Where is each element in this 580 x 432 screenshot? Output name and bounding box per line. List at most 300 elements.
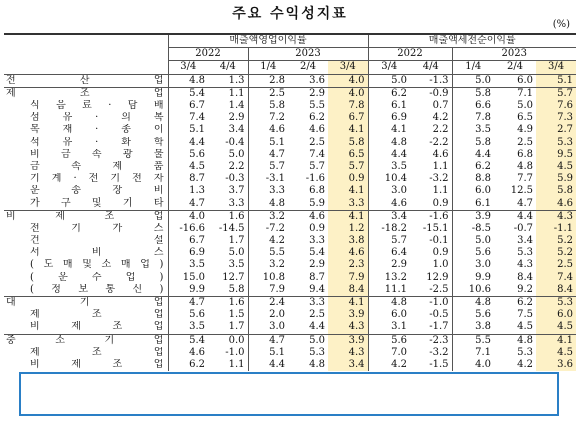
value-cell: 8.4 bbox=[517, 271, 533, 283]
value-cell: -2.5 bbox=[429, 283, 449, 295]
value-cell: 3.0 bbox=[248, 321, 288, 334]
row-label-text: 운 송 장 비 bbox=[30, 185, 164, 197]
value-cell: 5.4 bbox=[309, 247, 325, 259]
row-label bbox=[4, 87, 168, 100]
profitability-table bbox=[4, 33, 576, 371]
value-cell: -1.6 bbox=[429, 210, 449, 222]
value-cell: 5.1 bbox=[248, 137, 288, 149]
row-label-text: 전 기 가 스 bbox=[30, 222, 164, 234]
row-label-text: ( 도 매 및 소 매 업 ) bbox=[30, 259, 164, 271]
table-row bbox=[4, 347, 576, 359]
value-cell: 12.5 bbox=[510, 185, 533, 197]
value-cell: -0.4 bbox=[225, 136, 245, 148]
quarter-header: 2/4 bbox=[299, 61, 317, 73]
value-cell: 7.8 bbox=[452, 112, 494, 124]
table-row bbox=[4, 137, 576, 149]
value-cell: 3.9 bbox=[328, 334, 368, 347]
value-cell: 2.5 bbox=[309, 309, 325, 321]
value-cell: 2.5 bbox=[517, 136, 533, 148]
value-cell: 15.0 bbox=[168, 272, 208, 284]
value-cell: 9.4 bbox=[309, 283, 325, 295]
value-cell: 6.0 bbox=[452, 185, 494, 197]
quarter-header: 3/4 bbox=[328, 61, 368, 74]
value-cell: 1.7 bbox=[228, 235, 245, 247]
value-cell: 6.5 bbox=[517, 112, 533, 124]
value-cell: 9.5 bbox=[536, 149, 576, 161]
value-cell: 3.3 bbox=[309, 235, 325, 247]
value-cell: 4.7 bbox=[248, 149, 288, 161]
value-cell: 4.2 bbox=[368, 359, 410, 371]
value-cell: 8.8 bbox=[452, 173, 494, 185]
row-label bbox=[4, 137, 168, 149]
unit-label: (%) bbox=[552, 19, 570, 30]
value-cell: 7.4 bbox=[309, 148, 325, 160]
quarter-header: 4/4 bbox=[219, 61, 236, 73]
row-label bbox=[4, 210, 168, 223]
value-cell: 1.3 bbox=[168, 185, 208, 197]
value-cell: -1.3 bbox=[429, 74, 449, 86]
value-cell: 9.9 bbox=[452, 272, 494, 284]
row-label-text: 석 유 · 화 학 bbox=[30, 136, 164, 148]
value-cell: 4.5 bbox=[168, 161, 208, 173]
value-cell: -2.2 bbox=[429, 136, 449, 148]
value-cell: 4.1 bbox=[536, 334, 576, 347]
value-cell: 7.3 bbox=[536, 112, 576, 124]
row-label-text: 기 계 · 전 기 전 자 bbox=[30, 173, 164, 185]
value-cell: 4.4 bbox=[368, 149, 410, 161]
value-cell: 5.6 bbox=[168, 309, 208, 321]
table-row bbox=[4, 112, 576, 124]
value-cell: 4.5 bbox=[536, 161, 576, 173]
value-cell: 4.3 bbox=[517, 259, 533, 271]
value-cell: 3.3 bbox=[328, 197, 368, 210]
value-cell: 7.5 bbox=[517, 309, 533, 321]
table-row bbox=[4, 74, 576, 87]
row-label-text: 섬 유 · 의 복 bbox=[30, 112, 164, 124]
value-cell: -1.1 bbox=[536, 223, 576, 235]
value-cell: 5.9 bbox=[536, 173, 576, 185]
value-cell: 6.4 bbox=[368, 247, 410, 259]
value-cell: 5.0 bbox=[228, 148, 245, 160]
value-cell: 7.1 bbox=[452, 347, 494, 359]
value-cell: 4.4 bbox=[168, 137, 208, 149]
value-cell: 3.1 bbox=[368, 321, 410, 334]
value-cell: 7.9 bbox=[248, 284, 288, 297]
value-cell: 6.0 bbox=[368, 309, 410, 321]
value-cell: -3.2 bbox=[429, 173, 449, 185]
value-cell: 5.6 bbox=[452, 309, 494, 321]
row-label-text: 건 설 bbox=[30, 235, 164, 247]
value-cell: 5.7 bbox=[328, 161, 368, 173]
value-cell: 5.3 bbox=[309, 346, 325, 358]
row-label bbox=[4, 259, 168, 271]
quarter-header: 1/4 bbox=[452, 61, 494, 74]
value-cell: 2.3 bbox=[328, 259, 368, 271]
row-label bbox=[4, 149, 168, 161]
value-cell: 4.4 bbox=[309, 321, 325, 333]
value-cell: -0.1 bbox=[429, 235, 449, 247]
value-cell: -18.2 bbox=[368, 223, 410, 235]
row-label-text: 전 산 업 bbox=[6, 74, 164, 86]
row-label bbox=[4, 309, 168, 321]
value-cell: 6.2 bbox=[368, 87, 410, 100]
value-cell: 3.4 bbox=[228, 124, 245, 136]
value-cell: 6.8 bbox=[517, 148, 533, 160]
row-label bbox=[4, 112, 168, 124]
value-cell: 2.9 bbox=[309, 87, 325, 99]
value-cell: 2.2 bbox=[432, 124, 449, 136]
row-label-text: 비 제 조 업 bbox=[6, 210, 164, 222]
row-label-text: 가 구 및 기 타 bbox=[30, 197, 164, 209]
value-cell: 4.6 bbox=[248, 124, 288, 136]
value-cell: -2.3 bbox=[429, 334, 449, 346]
value-cell: 1.3 bbox=[228, 74, 245, 86]
row-label bbox=[4, 185, 168, 197]
value-cell: 4.5 bbox=[536, 347, 576, 359]
value-cell: 3.9 bbox=[328, 309, 368, 321]
table-row bbox=[4, 247, 576, 259]
value-cell: 2.9 bbox=[309, 259, 325, 271]
row-label-text: 비 금 속 광 물 bbox=[30, 148, 164, 160]
value-cell: 4.0 bbox=[452, 359, 494, 371]
value-cell: 5.3 bbox=[536, 137, 576, 149]
table-row bbox=[4, 210, 576, 223]
value-cell: 4.3 bbox=[328, 347, 368, 359]
value-cell: -0.7 bbox=[513, 222, 533, 234]
value-cell: 1.4 bbox=[228, 100, 245, 112]
value-cell: 10.6 bbox=[452, 284, 494, 297]
value-cell: 6.7 bbox=[168, 235, 208, 247]
value-cell: 7.0 bbox=[368, 347, 410, 359]
value-cell: 5.2 bbox=[536, 247, 576, 259]
value-cell: 4.1 bbox=[328, 124, 368, 136]
table-row bbox=[4, 272, 576, 284]
value-cell: 4.5 bbox=[517, 321, 533, 333]
value-cell: 6.9 bbox=[168, 247, 208, 259]
row-label bbox=[4, 321, 168, 334]
sme-highlight-box bbox=[19, 372, 559, 416]
value-cell: 7.7 bbox=[517, 173, 533, 185]
value-cell: 4.6 bbox=[168, 347, 208, 359]
value-cell: 2.5 bbox=[248, 87, 288, 100]
header-corner bbox=[4, 34, 168, 48]
value-cell: 5.4 bbox=[168, 334, 208, 347]
value-cell: 1.1 bbox=[228, 358, 245, 370]
value-cell: 4.4 bbox=[452, 149, 494, 161]
value-cell: 5.8 bbox=[328, 137, 368, 149]
value-cell: 1.1 bbox=[432, 185, 449, 197]
value-cell: 4.6 bbox=[309, 124, 325, 136]
value-cell: 8.7 bbox=[168, 173, 208, 185]
value-cell: 4.6 bbox=[368, 197, 410, 210]
value-cell: 12.7 bbox=[222, 271, 245, 283]
table-row bbox=[4, 359, 576, 371]
value-cell: 5.1 bbox=[248, 347, 288, 359]
value-cell: 5.5 bbox=[452, 334, 494, 347]
value-cell: 1.6 bbox=[228, 297, 245, 309]
value-cell: 3.8 bbox=[452, 321, 494, 334]
row-label bbox=[4, 173, 168, 185]
value-cell: 3.4 bbox=[368, 210, 410, 223]
year-header: 2022 bbox=[168, 48, 248, 61]
value-cell: 5.6 bbox=[452, 247, 494, 259]
value-cell: 3.3 bbox=[248, 185, 288, 197]
value-cell: 4.8 bbox=[452, 296, 494, 309]
value-cell: -1.0 bbox=[225, 346, 245, 358]
value-cell: 5.7 bbox=[309, 160, 325, 172]
value-cell: 0.9 bbox=[432, 247, 449, 259]
value-cell: 2.8 bbox=[248, 74, 288, 87]
value-cell: 9.2 bbox=[517, 283, 533, 295]
table-row bbox=[4, 149, 576, 161]
value-cell: 6.2 bbox=[452, 161, 494, 173]
table-row bbox=[4, 185, 576, 197]
row-label-text: ( 정 보 통 신 ) bbox=[30, 283, 164, 295]
value-cell: -0.9 bbox=[429, 87, 449, 99]
value-cell: 3.5 bbox=[368, 161, 410, 173]
value-cell: 4.7 bbox=[248, 334, 288, 347]
value-cell: 7.1 bbox=[517, 87, 533, 99]
value-cell: 5.5 bbox=[248, 247, 288, 259]
value-cell: 4.8 bbox=[517, 334, 533, 346]
row-label-text: 서 비 스 bbox=[30, 247, 164, 259]
value-cell: 2.5 bbox=[309, 136, 325, 148]
value-cell: 5.6 bbox=[168, 149, 208, 161]
value-cell: 3.5 bbox=[228, 259, 245, 271]
value-cell: -3.1 bbox=[248, 173, 288, 185]
value-cell: 7.4 bbox=[536, 272, 576, 284]
value-cell: 1.6 bbox=[228, 210, 245, 222]
row-label-text: 중 소 기 업 bbox=[6, 334, 164, 346]
row-label-text: 제 조 업 bbox=[30, 346, 164, 358]
value-cell: 6.2 bbox=[517, 297, 533, 309]
row-label-text: 목 재 · 종 이 bbox=[30, 124, 164, 136]
value-cell: 1.5 bbox=[228, 309, 245, 321]
value-cell: 5.8 bbox=[248, 100, 288, 112]
value-cell: 4.8 bbox=[309, 358, 325, 370]
group-header-pretax: 매출액세전순이익률 bbox=[368, 34, 576, 48]
value-cell: 5.9 bbox=[309, 197, 325, 209]
row-label bbox=[4, 223, 168, 235]
value-cell: 5.6 bbox=[368, 334, 410, 347]
value-cell: 2.0 bbox=[248, 309, 288, 321]
value-cell: 5.1 bbox=[536, 74, 576, 87]
value-cell: 0.9 bbox=[432, 197, 449, 209]
quarter-header: 4/4 bbox=[422, 61, 439, 73]
value-cell: -1.7 bbox=[429, 321, 449, 333]
row-label bbox=[4, 359, 168, 371]
value-cell: -1.0 bbox=[429, 297, 449, 309]
value-cell: 4.4 bbox=[248, 359, 288, 371]
value-cell: 4.6 bbox=[328, 247, 368, 259]
value-cell: 5.7 bbox=[248, 161, 288, 173]
group-header-operating: 매출액영업이익률 bbox=[168, 34, 368, 48]
value-cell: 5.0 bbox=[517, 100, 533, 112]
value-cell: 5.0 bbox=[368, 74, 410, 87]
row-label-text: 식 음 료 · 담 배 bbox=[30, 100, 164, 112]
quarter-header: 1/4 bbox=[248, 61, 288, 74]
value-cell: 4.8 bbox=[517, 160, 533, 172]
value-cell: 2.9 bbox=[228, 112, 245, 124]
value-cell: 5.3 bbox=[517, 346, 533, 358]
value-cell: 4.8 bbox=[248, 197, 288, 210]
quarter-header: 3/4 bbox=[368, 61, 410, 74]
row-label bbox=[4, 197, 168, 210]
value-cell: -3.2 bbox=[429, 346, 449, 358]
table-row bbox=[4, 321, 576, 334]
value-cell: 9.9 bbox=[168, 284, 208, 297]
value-cell: 1.7 bbox=[228, 321, 245, 333]
value-cell: 1.1 bbox=[432, 160, 449, 172]
value-cell: 13.2 bbox=[368, 272, 410, 284]
value-cell: 3.6 bbox=[536, 359, 576, 371]
value-cell: 4.7 bbox=[168, 197, 208, 210]
year-header: 2023 bbox=[248, 48, 368, 61]
row-label bbox=[4, 284, 168, 297]
value-cell: 5.1 bbox=[168, 124, 208, 136]
table-row bbox=[4, 235, 576, 247]
value-cell: 5.0 bbox=[309, 334, 325, 346]
row-label bbox=[4, 272, 168, 284]
value-cell: 2.4 bbox=[248, 296, 288, 309]
table-row bbox=[4, 173, 576, 185]
value-cell: 7.6 bbox=[536, 100, 576, 112]
table-row bbox=[4, 124, 576, 136]
value-cell: 6.7 bbox=[168, 100, 208, 112]
value-cell: 7.9 bbox=[328, 272, 368, 284]
value-cell: 5.5 bbox=[309, 100, 325, 112]
value-cell: 11.1 bbox=[368, 284, 410, 297]
table-row bbox=[4, 296, 576, 309]
value-cell: -8.5 bbox=[452, 223, 494, 235]
value-cell: 8.4 bbox=[328, 284, 368, 297]
value-cell: 0.0 bbox=[228, 334, 245, 346]
row-label-text: 비 제 조 업 bbox=[30, 321, 164, 333]
value-cell: 4.7 bbox=[168, 296, 208, 309]
value-cell: 4.1 bbox=[368, 124, 410, 136]
row-label bbox=[4, 100, 168, 112]
value-cell: 3.3 bbox=[309, 297, 325, 309]
value-cell: 2.2 bbox=[228, 160, 245, 172]
value-cell: 12.9 bbox=[426, 271, 449, 283]
value-cell: 4.3 bbox=[536, 210, 576, 223]
year-header: 2023 bbox=[452, 48, 576, 61]
value-cell: 5.4 bbox=[168, 87, 208, 100]
value-cell: 4.7 bbox=[517, 197, 533, 209]
row-label bbox=[4, 247, 168, 259]
row-label-text: ( 운 수 업 ) bbox=[30, 271, 164, 283]
row-label bbox=[4, 334, 168, 347]
value-cell: 6.8 bbox=[309, 185, 325, 197]
value-cell: -14.5 bbox=[218, 222, 245, 234]
value-cell: -16.6 bbox=[168, 223, 208, 235]
value-cell: 3.4 bbox=[328, 359, 368, 371]
value-cell: 5.2 bbox=[536, 235, 576, 247]
value-cell: 3.4 bbox=[517, 235, 533, 247]
quarter-header: 2/4 bbox=[506, 61, 524, 73]
value-cell: 4.3 bbox=[328, 321, 368, 334]
table-row bbox=[4, 309, 576, 321]
table-row bbox=[4, 223, 576, 235]
table-row bbox=[4, 100, 576, 112]
value-cell: 8.7 bbox=[309, 271, 325, 283]
value-cell: 4.5 bbox=[536, 321, 576, 334]
value-cell: 5.8 bbox=[536, 185, 576, 197]
value-cell: 3.9 bbox=[452, 210, 494, 223]
value-cell: 5.7 bbox=[536, 87, 576, 100]
value-cell: 4.2 bbox=[517, 358, 533, 370]
value-cell: 1.2 bbox=[328, 223, 368, 235]
value-cell: 0.9 bbox=[328, 173, 368, 185]
value-cell: 4.9 bbox=[517, 124, 533, 136]
value-cell: 7.8 bbox=[328, 100, 368, 112]
quarter-header: 3/4 bbox=[168, 61, 208, 74]
row-label bbox=[4, 347, 168, 359]
value-cell: 3.6 bbox=[309, 74, 325, 86]
table-row bbox=[4, 87, 576, 100]
value-cell: 3.0 bbox=[452, 259, 494, 271]
value-cell: 10.8 bbox=[248, 272, 288, 284]
table-row bbox=[4, 334, 576, 347]
value-cell: 6.1 bbox=[368, 100, 410, 112]
value-cell: 2.5 bbox=[536, 259, 576, 271]
row-label-text: 비 제 조 업 bbox=[30, 358, 164, 370]
value-cell: 4.6 bbox=[536, 197, 576, 210]
value-cell: 5.7 bbox=[368, 235, 410, 247]
value-cell: 6.9 bbox=[368, 112, 410, 124]
row-label bbox=[4, 124, 168, 136]
value-cell: 3.5 bbox=[168, 321, 208, 334]
value-cell: 3.3 bbox=[228, 197, 245, 209]
value-cell: 5.3 bbox=[536, 296, 576, 309]
value-cell: 3.0 bbox=[368, 185, 410, 197]
table-row bbox=[4, 284, 576, 297]
row-label bbox=[4, 235, 168, 247]
value-cell: 4.8 bbox=[368, 296, 410, 309]
value-cell: 6.0 bbox=[517, 74, 533, 86]
value-cell: 5.8 bbox=[228, 283, 245, 295]
value-cell: 3.5 bbox=[168, 259, 208, 271]
row-label bbox=[4, 161, 168, 173]
value-cell: 4.0 bbox=[328, 74, 368, 87]
value-cell: 6.6 bbox=[452, 100, 494, 112]
value-cell: 3.2 bbox=[248, 259, 288, 271]
value-cell: 8.4 bbox=[536, 284, 576, 297]
value-cell: 3.8 bbox=[328, 235, 368, 247]
value-cell: 1.0 bbox=[432, 259, 449, 271]
value-cell: 4.2 bbox=[248, 235, 288, 247]
table-row bbox=[4, 197, 576, 210]
value-cell: 4.4 bbox=[517, 210, 533, 222]
value-cell: 5.3 bbox=[517, 247, 533, 259]
value-cell: 5.0 bbox=[228, 247, 245, 259]
value-cell: -1.5 bbox=[429, 358, 449, 370]
row-label bbox=[4, 296, 168, 309]
row-label-text: 제 조 업 bbox=[30, 309, 164, 321]
value-cell: 4.1 bbox=[328, 185, 368, 197]
table-title: 주요 수익성지표 bbox=[232, 6, 348, 22]
row-label-text: 대 기 업 bbox=[6, 297, 164, 309]
value-cell: -0.5 bbox=[429, 309, 449, 321]
value-cell: -0.3 bbox=[225, 173, 245, 185]
quarter-header: 3/4 bbox=[536, 61, 576, 74]
value-cell: 5.0 bbox=[452, 235, 494, 247]
row-label bbox=[4, 74, 168, 87]
value-cell: 6.5 bbox=[328, 149, 368, 161]
value-cell: 10.4 bbox=[368, 173, 410, 185]
value-cell: 4.8 bbox=[168, 74, 208, 87]
value-cell: 5.8 bbox=[452, 87, 494, 100]
